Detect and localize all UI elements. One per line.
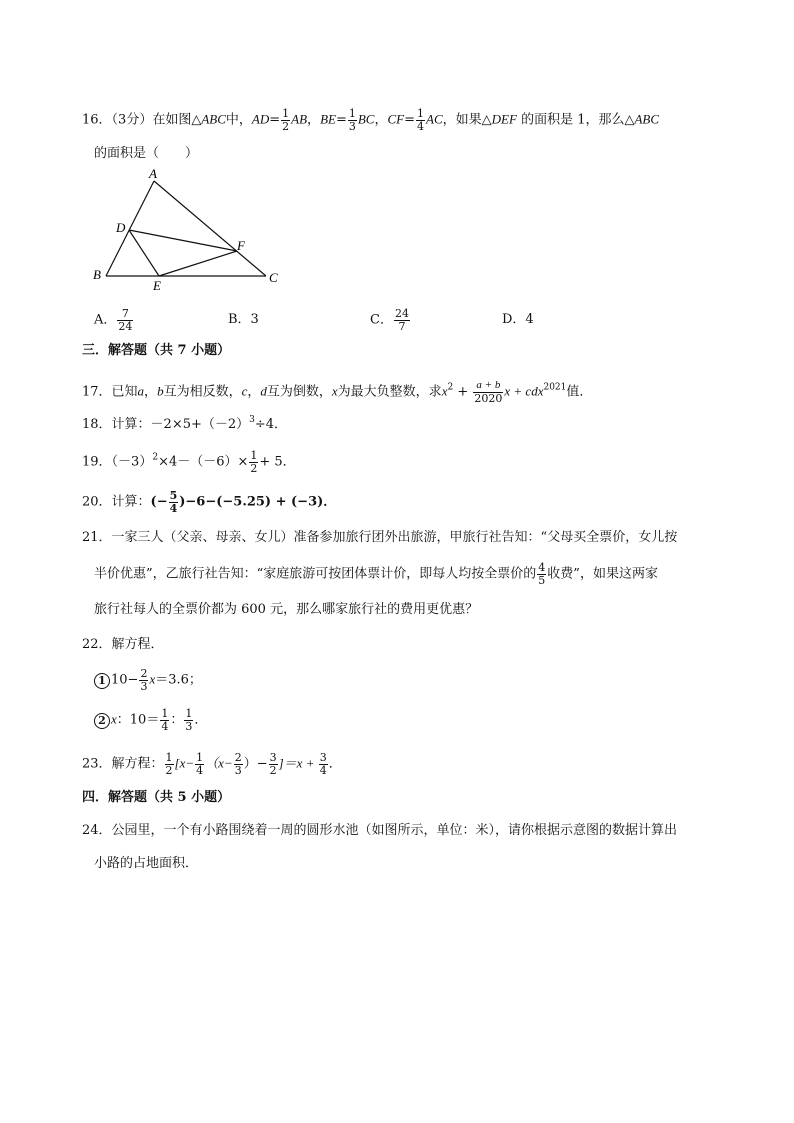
q22-eq2	[94, 708, 207, 732]
numerator: 1	[165, 751, 173, 764]
label-c: C	[269, 270, 278, 285]
denominator: 3	[348, 119, 356, 133]
label-f: F	[237, 238, 245, 253]
segment-ab	[106, 181, 154, 276]
q16-var: CF	[387, 111, 405, 127]
fraction	[537, 562, 546, 586]
fraction	[249, 450, 258, 474]
option-d: D．4	[502, 312, 534, 327]
section-heading-4: 四．解答题（共 5 小题）	[82, 790, 231, 805]
q19-text: ×4－（－6）×	[158, 454, 249, 470]
eq-text: 10−	[111, 672, 139, 688]
operator: +	[453, 384, 473, 400]
q16-line1	[82, 108, 659, 132]
denominator: 5	[538, 573, 546, 587]
q20	[82, 490, 336, 514]
numerator: 1	[250, 449, 258, 462]
denominator: 4	[161, 719, 169, 733]
exponent: 2	[152, 452, 159, 463]
fraction	[117, 308, 133, 332]
eq-text: ]＝x +	[278, 755, 318, 771]
expression: x + cdx	[504, 383, 544, 399]
q17-text: 互为相反数，	[163, 384, 242, 400]
denominator: 24	[118, 319, 133, 333]
q16-eq: =	[335, 112, 347, 128]
q18	[82, 416, 287, 431]
q16-var: DEF	[491, 111, 517, 127]
eq-text: [x−	[174, 755, 195, 771]
option-label: A．	[94, 312, 117, 328]
segment-ef	[159, 251, 237, 276]
fraction	[234, 752, 243, 776]
var: x	[111, 711, 117, 727]
q16-var: BE	[320, 111, 336, 127]
numerator: 1	[196, 751, 204, 764]
q17-text: ，	[144, 384, 158, 400]
denominator: 4	[196, 763, 204, 777]
q17-text: 互为倒数，	[266, 384, 332, 400]
segment-ac	[154, 181, 266, 276]
numerator: 2	[234, 751, 242, 764]
q16-line2: 的面积是（ ）	[94, 146, 199, 161]
q16-var: AC	[426, 111, 443, 127]
exponent: 2	[447, 382, 454, 393]
q21-text: 半价优惠”，乙旅行社告知：“家庭旅游可按团体票计价，即每人均按全票价的	[94, 566, 537, 582]
q16-var: AB	[291, 111, 308, 127]
fraction	[394, 308, 410, 332]
var: d	[260, 383, 267, 399]
numerator: 7	[117, 308, 133, 321]
fraction	[184, 708, 193, 732]
eq-text: ）−	[243, 756, 268, 772]
var: a	[137, 383, 145, 399]
denominator: 2020	[474, 391, 503, 405]
section-heading-3: 三．解答题（共 7 小题）	[82, 343, 231, 358]
denominator: 3	[234, 763, 242, 777]
q23-text: 23．解方程：	[82, 756, 164, 772]
q21-line2	[94, 562, 658, 586]
q16-text: 中，	[225, 112, 252, 128]
numerator: 24	[394, 307, 409, 320]
segment-df	[129, 230, 237, 251]
eq-text: ．	[194, 712, 208, 728]
fraction	[139, 668, 148, 692]
var: x	[331, 383, 338, 399]
option-b: B．3	[228, 312, 259, 327]
label-a: A	[149, 166, 157, 181]
fraction	[165, 752, 174, 776]
denominator: 3	[185, 719, 193, 733]
numerator: 5	[169, 489, 178, 502]
numerator: 1	[161, 707, 169, 720]
numerator: 4	[538, 561, 546, 574]
fraction	[473, 380, 503, 404]
triangle-figure	[86, 164, 286, 294]
q17-text: 为最大负整数，求	[337, 384, 442, 400]
q16-var: ABC	[634, 111, 660, 127]
fraction	[160, 708, 169, 732]
q16-text: 在如图△	[152, 112, 202, 128]
fraction	[416, 108, 425, 132]
circled-1: 1	[94, 673, 110, 689]
denominator: 2	[165, 763, 173, 777]
denominator: 2	[269, 763, 277, 777]
q16-var: AD	[251, 111, 270, 127]
eq-text: ＝3.6；	[155, 672, 202, 688]
q17-text: ，	[247, 384, 261, 400]
q24-line2: 小路的占地面积．	[94, 856, 199, 871]
option-label: C．	[370, 312, 393, 328]
fraction	[269, 752, 278, 776]
exponent: 3	[249, 415, 255, 425]
label-d: D	[116, 220, 126, 235]
eq-text: ．	[328, 756, 342, 772]
var: b	[157, 383, 164, 399]
label-e: E	[153, 278, 161, 293]
numerator: 1	[282, 107, 290, 120]
q16-var: BC	[357, 111, 375, 127]
numerator: 3	[269, 751, 277, 764]
q24-line1: 24．公园里，一个有小路围绕着一周的圆形水池（如图所示，单位：米），请你根据示意图的数据计算出	[82, 823, 678, 838]
numerator: 1	[348, 107, 356, 120]
q16-text: ，	[307, 112, 321, 128]
q16-triangle: ABC	[201, 111, 226, 127]
q16-number: 16．	[82, 112, 112, 128]
q18-text: 18．计算：－2×5+（－2）	[82, 417, 250, 432]
var: c	[241, 383, 248, 399]
eq-text: （x−	[205, 755, 233, 771]
q22-eq1	[94, 668, 202, 692]
fraction	[348, 108, 357, 132]
q19-text: + 5．	[259, 454, 296, 470]
numerator: 1	[185, 707, 193, 720]
q17	[82, 380, 592, 404]
numerator: 1	[417, 107, 425, 120]
circled-2: 2	[94, 713, 110, 729]
segment-de	[129, 230, 159, 276]
fraction	[169, 490, 179, 514]
q20-expr: )−6−(−5.25) + (−3)．	[179, 494, 337, 510]
q20-text: 20．计算：	[82, 494, 151, 510]
q17-text: 17．已知	[82, 384, 138, 400]
q19-text: 19．（－3）	[82, 454, 153, 470]
q16-text: ，	[374, 112, 388, 128]
exponent: 2021	[543, 382, 567, 393]
numerator: 2	[140, 667, 148, 680]
q17-text: 值．	[566, 384, 593, 400]
q16-text: 的面积是 1，那么△	[521, 112, 635, 128]
var: x	[149, 671, 156, 687]
q16-eq: =	[269, 112, 281, 128]
eq-text: ：10＝	[116, 712, 160, 728]
denominator: 2	[282, 119, 290, 133]
var: x	[441, 383, 448, 399]
q16-text: ，如果△	[442, 112, 492, 128]
q18-text: ÷4．	[254, 417, 288, 432]
q21-line1: 21．一家三人（父亲、母亲、女儿）准备参加旅行团外出旅游，甲旅行社告知：“父母买全票价，女儿按	[82, 530, 678, 545]
fraction	[281, 108, 290, 132]
q21-line3: 旅行社每人的全票价都为 600 元，那么哪家旅行社的费用更优惠？	[94, 602, 479, 617]
q19	[82, 450, 296, 474]
q16-eq: =	[404, 112, 416, 128]
q21-text: 收费”，如果这两家	[547, 566, 658, 582]
denominator: 3	[140, 679, 148, 693]
denominator: 7	[398, 319, 406, 333]
label-b: B	[93, 267, 101, 282]
option-c	[370, 308, 411, 332]
option-a	[94, 308, 134, 332]
q16-score: （3分）	[111, 112, 153, 128]
numerator: 3	[319, 751, 327, 764]
denominator: 2	[250, 461, 258, 475]
fraction	[195, 752, 204, 776]
q20-expr: (−	[150, 494, 168, 510]
eq-text: ：	[170, 712, 184, 728]
denominator: 4	[169, 501, 178, 515]
denominator: 4	[319, 763, 327, 777]
numerator: a + b	[473, 380, 503, 393]
denominator: 4	[417, 119, 425, 133]
q22-title: 22．解方程．	[82, 637, 164, 652]
fraction	[319, 752, 328, 776]
q23	[82, 752, 342, 776]
